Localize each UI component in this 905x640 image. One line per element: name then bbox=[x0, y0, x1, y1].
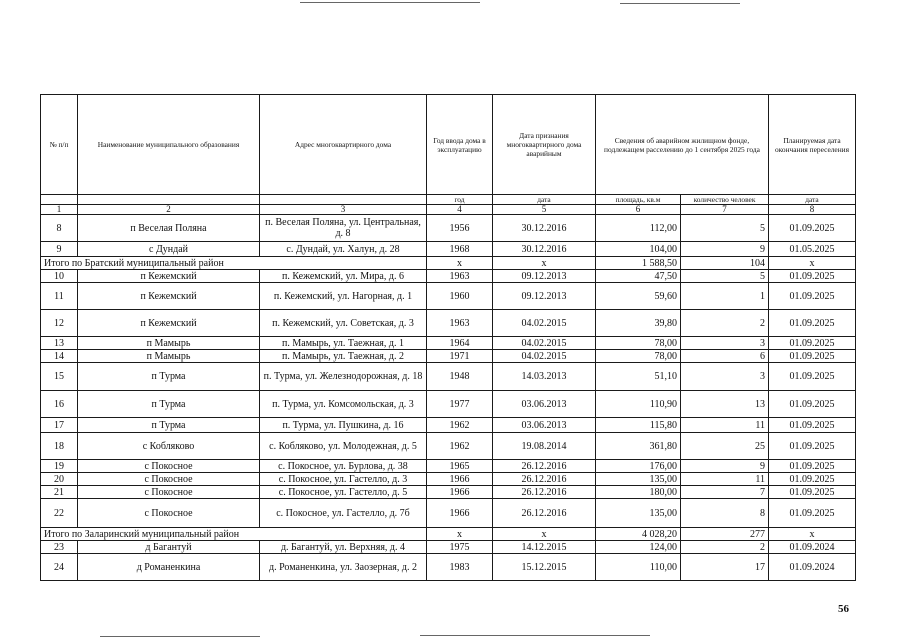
municipality: с Покосное bbox=[78, 473, 260, 486]
row-number: 17 bbox=[41, 418, 78, 433]
table-row bbox=[41, 554, 856, 581]
subheader-area: площадь, кв.м bbox=[596, 195, 681, 205]
area: 115,80 bbox=[596, 418, 681, 433]
total-end: х bbox=[769, 257, 856, 270]
year-built: 1948 bbox=[427, 363, 493, 391]
row-number: 19 bbox=[41, 460, 78, 473]
planned-date: 01.09.2025 bbox=[769, 460, 856, 473]
area: 39,80 bbox=[596, 310, 681, 337]
people-count: 13 bbox=[681, 391, 769, 418]
table-row bbox=[41, 363, 856, 391]
planned-date: 01.09.2025 bbox=[769, 418, 856, 433]
header-recognition-date: Дата признания многоквартирного дома аварийным bbox=[493, 95, 596, 195]
column-number: 3 bbox=[260, 205, 427, 215]
area: 135,00 bbox=[596, 499, 681, 528]
year-built: 1966 bbox=[427, 486, 493, 499]
header-fund-info: Сведения об аварийном жилищном фонде, подлежащем расселению до 1 сентября 2025 года bbox=[596, 95, 769, 195]
recognition-date: 03.06.2013 bbox=[493, 391, 596, 418]
recognition-date: 26.12.2016 bbox=[493, 460, 596, 473]
planned-date: 01.09.2025 bbox=[769, 310, 856, 337]
recognition-date: 26.12.2016 bbox=[493, 473, 596, 486]
people-count: 5 bbox=[681, 215, 769, 242]
table-row bbox=[41, 283, 856, 310]
total-people: 277 bbox=[681, 528, 769, 541]
municipality: п Кежемский bbox=[78, 310, 260, 337]
people-count: 11 bbox=[681, 418, 769, 433]
planned-date: 01.09.2025 bbox=[769, 473, 856, 486]
address: д. Романенкина, ул. Заозерная, д. 2 bbox=[260, 554, 427, 581]
address: с. Дундай, ул. Халун, д. 28 bbox=[260, 242, 427, 257]
recognition-date: 09.12.2013 bbox=[493, 283, 596, 310]
column-number: 2 bbox=[78, 205, 260, 215]
row-number: 18 bbox=[41, 433, 78, 460]
planned-date: 01.09.2025 bbox=[769, 363, 856, 391]
planned-date: 01.09.2025 bbox=[769, 350, 856, 363]
area: 78,00 bbox=[596, 350, 681, 363]
year-built: 1963 bbox=[427, 310, 493, 337]
recognition-date: 03.06.2013 bbox=[493, 418, 596, 433]
row-number: 20 bbox=[41, 473, 78, 486]
row-number: 21 bbox=[41, 486, 78, 499]
total-area: 1 588,50 bbox=[596, 257, 681, 270]
scan-artifact bbox=[300, 2, 480, 3]
row-number: 14 bbox=[41, 350, 78, 363]
total-end: х bbox=[769, 528, 856, 541]
column-number: 6 bbox=[596, 205, 681, 215]
people-count: 11 bbox=[681, 473, 769, 486]
people-count: 2 bbox=[681, 310, 769, 337]
year-built: 1956 bbox=[427, 215, 493, 242]
recognition-date: 19.08.2014 bbox=[493, 433, 596, 460]
row-number: 12 bbox=[41, 310, 78, 337]
area: 51,10 bbox=[596, 363, 681, 391]
total-date: х bbox=[493, 257, 596, 270]
area: 78,00 bbox=[596, 337, 681, 350]
people-count: 3 bbox=[681, 363, 769, 391]
scan-artifact bbox=[620, 3, 740, 4]
address: п. Кежемский, ул. Советская, д. 3 bbox=[260, 310, 427, 337]
people-count: 8 bbox=[681, 499, 769, 528]
people-count: 17 bbox=[681, 554, 769, 581]
total-label: Итого по Братский муниципальный район bbox=[41, 257, 427, 270]
total-row bbox=[41, 257, 856, 270]
planned-date: 01.05.2025 bbox=[769, 242, 856, 257]
row-number: 22 bbox=[41, 499, 78, 528]
people-count: 9 bbox=[681, 242, 769, 257]
address: с. Покосное, ул. Бурлова, д. 38 bbox=[260, 460, 427, 473]
municipality: п Турма bbox=[78, 418, 260, 433]
planned-date: 01.09.2025 bbox=[769, 215, 856, 242]
table-row bbox=[41, 270, 856, 283]
year-built: 1977 bbox=[427, 391, 493, 418]
row-number: 11 bbox=[41, 283, 78, 310]
municipality: с Кобляково bbox=[78, 433, 260, 460]
year-built: 1965 bbox=[427, 460, 493, 473]
row-number: 13 bbox=[41, 337, 78, 350]
row-number: 24 bbox=[41, 554, 78, 581]
header-address: Адрес многоквартирного дома bbox=[260, 95, 427, 195]
column-number: 4 bbox=[427, 205, 493, 215]
column-number: 1 bbox=[41, 205, 78, 215]
header-num: № п/п bbox=[41, 95, 78, 195]
municipality: п Мамырь bbox=[78, 337, 260, 350]
address: с. Покосное, ул. Гастелло, д. 7б bbox=[260, 499, 427, 528]
municipality: с Дундай bbox=[78, 242, 260, 257]
recognition-date: 14.12.2015 bbox=[493, 541, 596, 554]
table-row bbox=[41, 473, 856, 486]
area: 180,00 bbox=[596, 486, 681, 499]
table-row bbox=[41, 499, 856, 528]
planned-date: 01.09.2025 bbox=[769, 270, 856, 283]
recognition-date: 15.12.2015 bbox=[493, 554, 596, 581]
planned-date: 01.09.2024 bbox=[769, 554, 856, 581]
table-row bbox=[41, 391, 856, 418]
people-count: 9 bbox=[681, 460, 769, 473]
municipality: с Покосное bbox=[78, 499, 260, 528]
municipality: д Багантуй bbox=[78, 541, 260, 554]
column-number-row bbox=[41, 205, 856, 215]
year-built: 1962 bbox=[427, 418, 493, 433]
recognition-date: 14.03.2013 bbox=[493, 363, 596, 391]
table-row bbox=[41, 310, 856, 337]
planned-date: 01.09.2025 bbox=[769, 337, 856, 350]
people-count: 7 bbox=[681, 486, 769, 499]
column-number: 7 bbox=[681, 205, 769, 215]
table-row bbox=[41, 486, 856, 499]
planned-date: 01.09.2024 bbox=[769, 541, 856, 554]
address: с. Кобляково, ул. Молодежная, д. 5 bbox=[260, 433, 427, 460]
total-area: 4 028,20 bbox=[596, 528, 681, 541]
year-built: 1966 bbox=[427, 473, 493, 486]
area: 110,90 bbox=[596, 391, 681, 418]
area: 104,00 bbox=[596, 242, 681, 257]
total-row bbox=[41, 528, 856, 541]
area: 110,00 bbox=[596, 554, 681, 581]
year-built: 1966 bbox=[427, 499, 493, 528]
recognition-date: 04.02.2015 bbox=[493, 337, 596, 350]
planned-date: 01.09.2025 bbox=[769, 486, 856, 499]
municipality: п Мамырь bbox=[78, 350, 260, 363]
table-row bbox=[41, 433, 856, 460]
area: 135,00 bbox=[596, 473, 681, 486]
subheader-date2: дата bbox=[769, 195, 856, 205]
emergency-housing-table bbox=[40, 94, 856, 581]
address: с. Покосное, ул. Гастелло, д. 5 bbox=[260, 486, 427, 499]
year-built: 1971 bbox=[427, 350, 493, 363]
total-people: 104 bbox=[681, 257, 769, 270]
people-count: 3 bbox=[681, 337, 769, 350]
address: п. Мамырь, ул. Таежная, д. 2 bbox=[260, 350, 427, 363]
table-row bbox=[41, 460, 856, 473]
table-row bbox=[41, 242, 856, 257]
municipality: п Турма bbox=[78, 391, 260, 418]
year-built: 1975 bbox=[427, 541, 493, 554]
area: 47,50 bbox=[596, 270, 681, 283]
municipality: д Романенкина bbox=[78, 554, 260, 581]
area: 124,00 bbox=[596, 541, 681, 554]
address: п. Кежемский, ул. Нагорная, д. 1 bbox=[260, 283, 427, 310]
recognition-date: 26.12.2016 bbox=[493, 499, 596, 528]
subheader-people: количество человек bbox=[681, 195, 769, 205]
address: с. Покосное, ул. Гастелло, д. 3 bbox=[260, 473, 427, 486]
municipality: п Турма bbox=[78, 363, 260, 391]
header-row bbox=[41, 95, 856, 195]
row-number: 8 bbox=[41, 215, 78, 242]
area: 176,00 bbox=[596, 460, 681, 473]
address: д. Багантуй, ул. Верхняя, д. 4 bbox=[260, 541, 427, 554]
row-number: 23 bbox=[41, 541, 78, 554]
scan-artifact bbox=[100, 636, 260, 637]
people-count: 1 bbox=[681, 283, 769, 310]
address: п. Кежемский, ул. Мира, д. 6 bbox=[260, 270, 427, 283]
people-count: 5 bbox=[681, 270, 769, 283]
recognition-date: 26.12.2016 bbox=[493, 486, 596, 499]
total-year: х bbox=[427, 528, 493, 541]
year-built: 1964 bbox=[427, 337, 493, 350]
address: п. Мамырь, ул. Таежная, д. 1 bbox=[260, 337, 427, 350]
table-row bbox=[41, 215, 856, 242]
recognition-date: 04.02.2015 bbox=[493, 350, 596, 363]
row-number: 10 bbox=[41, 270, 78, 283]
header-year: Год ввода дома в эксплуатацию bbox=[427, 95, 493, 195]
recognition-date: 09.12.2013 bbox=[493, 270, 596, 283]
table-row bbox=[41, 350, 856, 363]
header-planned-date: Планируемая дата окончания переселения bbox=[769, 95, 856, 195]
area: 361,80 bbox=[596, 433, 681, 460]
municipality: п Кежемский bbox=[78, 270, 260, 283]
year-built: 1983 bbox=[427, 554, 493, 581]
planned-date: 01.09.2025 bbox=[769, 283, 856, 310]
subheader-year: год bbox=[427, 195, 493, 205]
year-built: 1968 bbox=[427, 242, 493, 257]
recognition-date: 30.12.2016 bbox=[493, 215, 596, 242]
municipality: с Покосное bbox=[78, 460, 260, 473]
year-built: 1963 bbox=[427, 270, 493, 283]
row-number: 15 bbox=[41, 363, 78, 391]
address: п. Турма, ул. Железнодорожная, д. 18 bbox=[260, 363, 427, 391]
scan-artifact bbox=[420, 635, 650, 636]
total-year: х bbox=[427, 257, 493, 270]
table-row bbox=[41, 337, 856, 350]
column-number: 5 bbox=[493, 205, 596, 215]
total-label: Итого по Заларинский муниципальный район bbox=[41, 528, 427, 541]
area: 112,00 bbox=[596, 215, 681, 242]
municipality: п Кежемский bbox=[78, 283, 260, 310]
people-count: 2 bbox=[681, 541, 769, 554]
table-row bbox=[41, 541, 856, 554]
municipality: п Веселая Поляна bbox=[78, 215, 260, 242]
column-number: 8 bbox=[769, 205, 856, 215]
planned-date: 01.09.2025 bbox=[769, 433, 856, 460]
year-built: 1962 bbox=[427, 433, 493, 460]
year-built: 1960 bbox=[427, 283, 493, 310]
row-number: 16 bbox=[41, 391, 78, 418]
total-date: х bbox=[493, 528, 596, 541]
header-municipality: Наименование муниципального образования bbox=[78, 95, 260, 195]
municipality: с Покосное bbox=[78, 486, 260, 499]
subheader-date: дата bbox=[493, 195, 596, 205]
address: п. Веселая Поляна, ул. Центральная, д. 8 bbox=[260, 215, 427, 242]
people-count: 6 bbox=[681, 350, 769, 363]
recognition-date: 30.12.2016 bbox=[493, 242, 596, 257]
planned-date: 01.09.2025 bbox=[769, 499, 856, 528]
planned-date: 01.09.2025 bbox=[769, 391, 856, 418]
row-number: 9 bbox=[41, 242, 78, 257]
subheader-row bbox=[41, 195, 856, 205]
address: п. Турма, ул. Комсомольская, д. 3 bbox=[260, 391, 427, 418]
recognition-date: 04.02.2015 bbox=[493, 310, 596, 337]
people-count: 25 bbox=[681, 433, 769, 460]
area: 59,60 bbox=[596, 283, 681, 310]
table-row bbox=[41, 418, 856, 433]
address: п. Турма, ул. Пушкина, д. 16 bbox=[260, 418, 427, 433]
page-number: 56 bbox=[838, 603, 849, 615]
